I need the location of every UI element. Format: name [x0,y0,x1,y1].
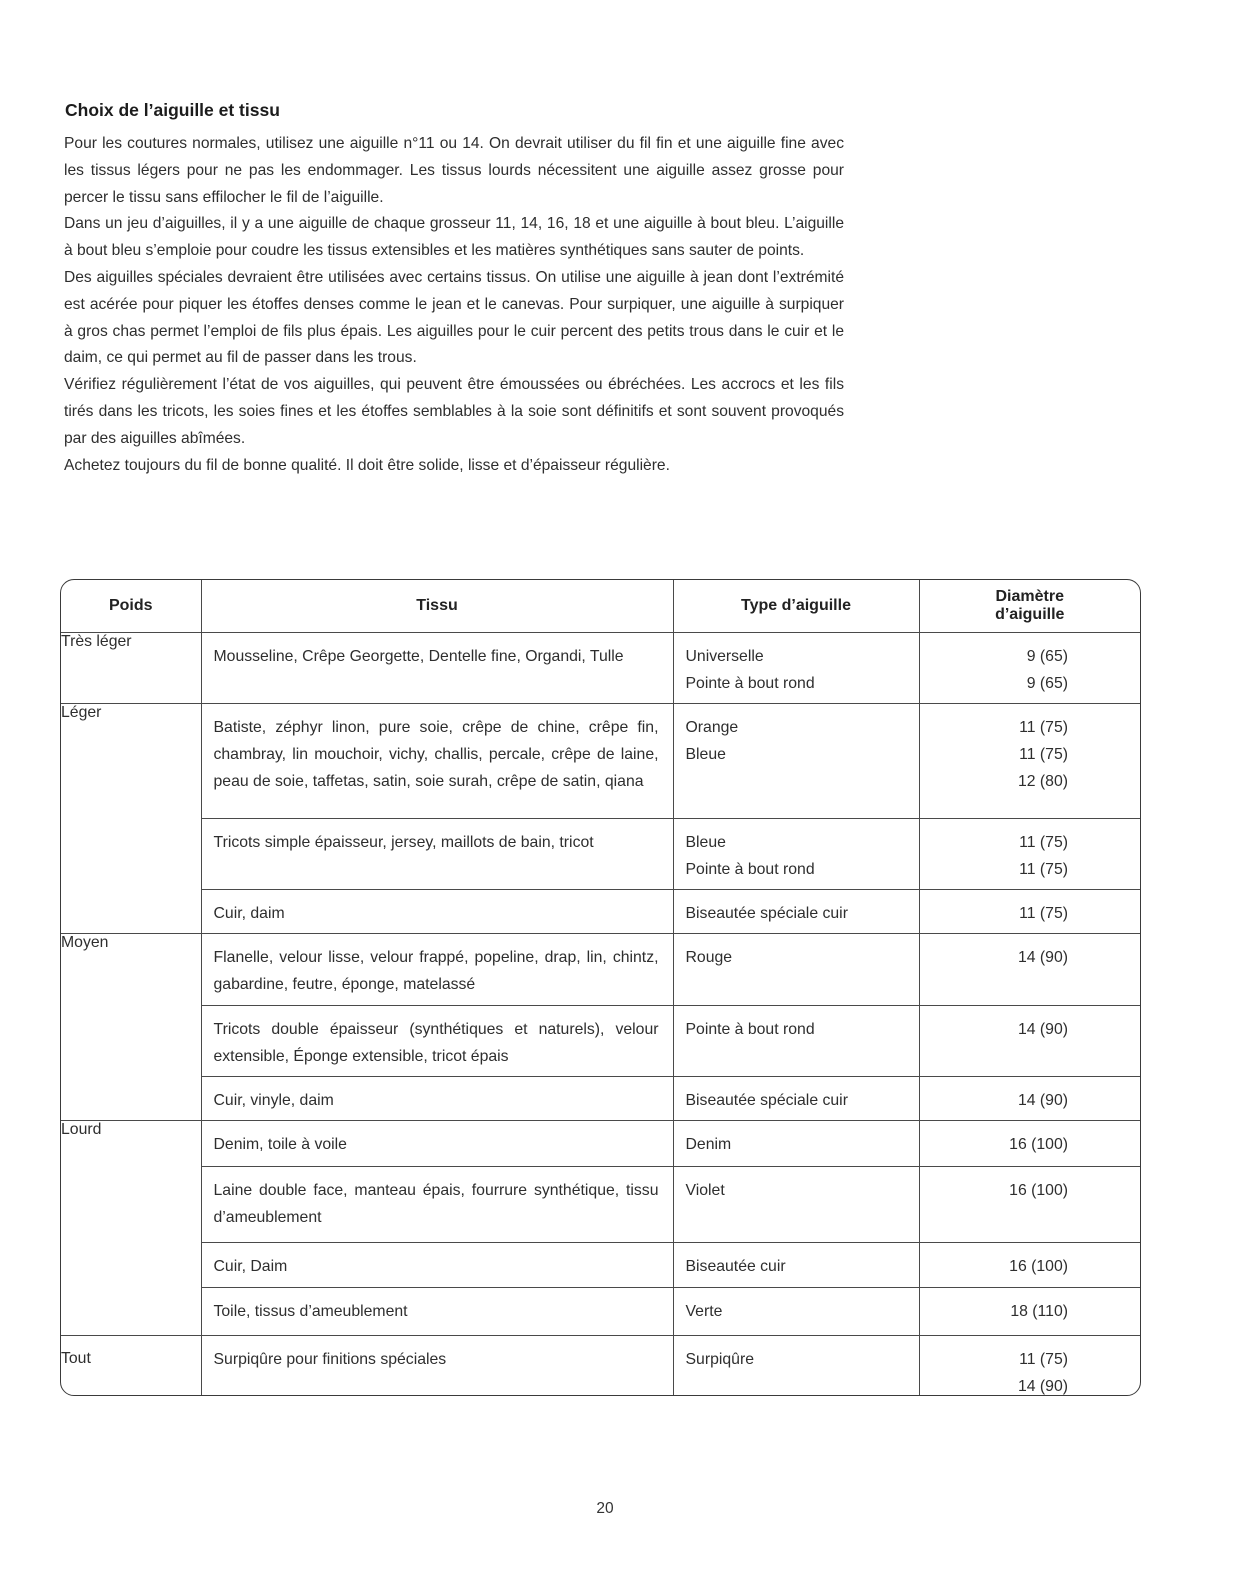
needle-type: Pointe à bout rond [685,675,815,692]
tissu-text: Denim, toile à voile [213,1136,347,1153]
table-header-row [61,580,1140,633]
table-row [61,704,1140,819]
cell-poids: Moyen [61,934,201,1121]
table-row [61,934,1140,1006]
needle-diameter: 16 (100) [1009,1136,1068,1153]
needle-diameter: 14 (90) [1017,1378,1068,1395]
cell-poids: Lourd [61,1121,201,1336]
cell-type-aiguille [673,633,919,704]
cell-type-aiguille [673,1077,919,1121]
cell-diametre [919,890,1140,934]
tissu-text: Cuir, vinyle, daim [213,1092,334,1109]
cell-type-aiguille [673,1336,919,1397]
cell-diametre [919,1243,1140,1288]
cell-tissu [201,1288,673,1336]
tissu-text: Toile, tissus d’ameublement [213,1303,408,1320]
needle-diameter: 11 (75) [1019,1351,1068,1368]
cell-type-aiguille [673,1121,919,1167]
cell-tissu [201,1006,673,1077]
table-row [61,633,1140,704]
paragraph: Pour les coutures normales, utilisez une aiguille n°11 ou 14. On devrait utiliser du fil fin et une aiguille fine avec les tissus légers pour ne pas les endommager. Les tissus lourds nécessitent une aiguille assez grosse pour percer le tissu sans effilocher le fil de l’aiguille. [64,135,844,206]
needle-type: Verte [685,1303,723,1320]
needle-fabric-table [61,580,1140,1396]
needle-diameter: 14 (90) [1017,1092,1068,1109]
needle-diameter: 11 (75) [1019,861,1068,878]
needle-type: Pointe à bout rond [685,861,815,878]
cell-diametre [919,1077,1140,1121]
table-row [61,890,1140,934]
tissu-text: Mousseline, Crêpe Georgette, Dentelle fine, Organdi, Tulle [213,648,624,665]
needle-diameter: 12 (80) [1017,773,1068,790]
needle-diameter: 11 (75) [1019,834,1068,851]
needle-type: Pointe à bout rond [685,1021,815,1038]
needle-diameter: 11 (75) [1019,905,1068,922]
cell-tissu [201,704,673,819]
table-row [61,1121,1140,1167]
cell-tissu [201,934,673,1006]
needle-diameter: 14 (90) [1017,1021,1068,1038]
table-row [61,1077,1140,1121]
cell-type-aiguille [673,890,919,934]
needle-type: Denim [685,1136,732,1153]
cell-tissu [201,1336,673,1397]
header-tissu: Tissu [201,580,673,633]
cell-diametre [919,1336,1140,1397]
tissu-text: Flanelle, velour lisse, velour frappé, popeline, drap, lin, chintz, gabardine, feutre, éponge, matelassé [213,949,659,993]
tissu-text: Batiste, zéphyr linon, pure soie, crêpe de chine, crêpe fin, chambray, lin mouchoir, vichy, challis, percale, crêpe de laine, peau de soie, taffetas, satin, soie surah, crêpe de satin, qiana [213,719,659,790]
tissu-text: Cuir, daim [213,905,285,922]
cell-tissu [201,819,673,890]
table-row [61,1288,1140,1336]
cell-type-aiguille [673,1167,919,1243]
cell-tissu [201,1077,673,1121]
needle-diameter: 9 (65) [1026,675,1068,692]
needle-diameter: 9 (65) [1026,648,1068,665]
table-row [61,1243,1140,1288]
table-row [61,1167,1140,1243]
needle-type: Surpiqûre [685,1351,754,1368]
tissu-text: Laine double face, manteau épais, fourrure synthétique, tissu d’ameublement [213,1182,659,1226]
intro-text [64,131,844,479]
cell-poids: Tout [61,1336,201,1397]
header-poids: Poids [61,580,201,633]
tissu-text: Surpiqûre pour finitions spéciales [213,1351,447,1368]
cell-type-aiguille [673,1243,919,1288]
cell-type-aiguille [673,819,919,890]
needle-diameter: 18 (110) [1010,1303,1068,1320]
header-type-aiguille: Type d’aiguille [673,580,919,633]
paragraph: Dans un jeu d’aiguilles, il y a une aiguille de chaque grosseur 11, 14, 16, 18 et une aiguille à bout bleu. L’aiguille à bout bleu s’emploie pour coudre les tissus extensibles et les matières synthétiques sans sauter de points. [64,215,844,260]
table-row [61,1006,1140,1077]
needle-fabric-table-frame [60,579,1141,1396]
table-row [61,819,1140,890]
cell-type-aiguille [673,934,919,1006]
cell-diametre [919,934,1140,1006]
needle-diameter: 16 (100) [1009,1182,1068,1199]
needle-type: Universelle [685,648,764,665]
cell-type-aiguille [673,1288,919,1336]
page-number: 20 [596,1500,614,1517]
needle-type: Bleue [685,746,726,763]
tissu-text: Tricots double épaisseur (synthétiques et naturels), velour extensible, Éponge extensible, tricot épais [213,1021,659,1065]
needle-type: Bleue [685,834,726,851]
needle-type: Violet [685,1182,725,1199]
needle-type: Orange [685,719,739,736]
cell-diametre [919,1006,1140,1077]
cell-type-aiguille [673,1006,919,1077]
needle-type: Biseautée spéciale cuir [685,1092,848,1109]
header-diametre-line1: Diamètre [995,588,1064,605]
needle-type: Rouge [685,949,733,966]
cell-diametre [919,633,1140,704]
table-body [61,633,1140,1397]
table-row [61,1336,1140,1397]
needle-diameter: 11 (75) [1019,719,1068,736]
cell-tissu [201,1167,673,1243]
paragraph: Des aiguilles spéciales devraient être utilisées avec certains tissus. On utilise une aiguille à jean dont l’extrémité est acérée pour piquer les étoffes denses comme le jean et le canevas. Pour surpiquer, une aiguille à surpiquer à gros chas permet l’emploi de fils plus épais. Les aiguilles pour le cuir percent des petits trous dans le cuir et le daim, ce qui permet au fil de passer dans les trous. [64,268,844,367]
needle-diameter: 16 (100) [1009,1258,1068,1275]
needle-type: Biseautée cuir [685,1258,786,1275]
cell-diametre [919,1288,1140,1336]
tissu-text: Tricots simple épaisseur, jersey, maillots de bain, tricot [213,834,594,851]
section-heading: Choix de l’aiguille et tissu [65,100,280,120]
cell-tissu [201,890,673,934]
needle-type: Biseautée spéciale cuir [685,905,848,922]
header-diametre [919,580,1140,633]
cell-tissu [201,633,673,704]
tissu-text: Cuir, Daim [213,1258,288,1275]
paragraph: Achetez toujours du fil de bonne qualité. Il doit être solide, lisse et d’épaisseur régulière. [64,456,670,474]
cell-poids: Léger [61,704,201,934]
header-diametre-line2: d’aiguille [995,606,1065,623]
needle-diameter: 11 (75) [1019,746,1068,763]
cell-diametre [919,819,1140,890]
needle-diameter: 14 (90) [1017,949,1068,966]
paragraph: Vérifiez régulièrement l’état de vos aiguilles, qui peuvent être émoussées ou ébréchées. Les accrocs et les fils tirés dans les tricots, les soies fines et les étoffes semblables à la soie sont définitifs et sont souvent provoqués par des aiguilles abîmées. [64,376,844,447]
cell-poids: Très léger [61,633,201,704]
cell-type-aiguille [673,704,919,819]
cell-tissu [201,1121,673,1167]
cell-tissu [201,1243,673,1288]
cell-diametre [919,1121,1140,1167]
cell-diametre [919,704,1140,819]
cell-diametre [919,1167,1140,1243]
